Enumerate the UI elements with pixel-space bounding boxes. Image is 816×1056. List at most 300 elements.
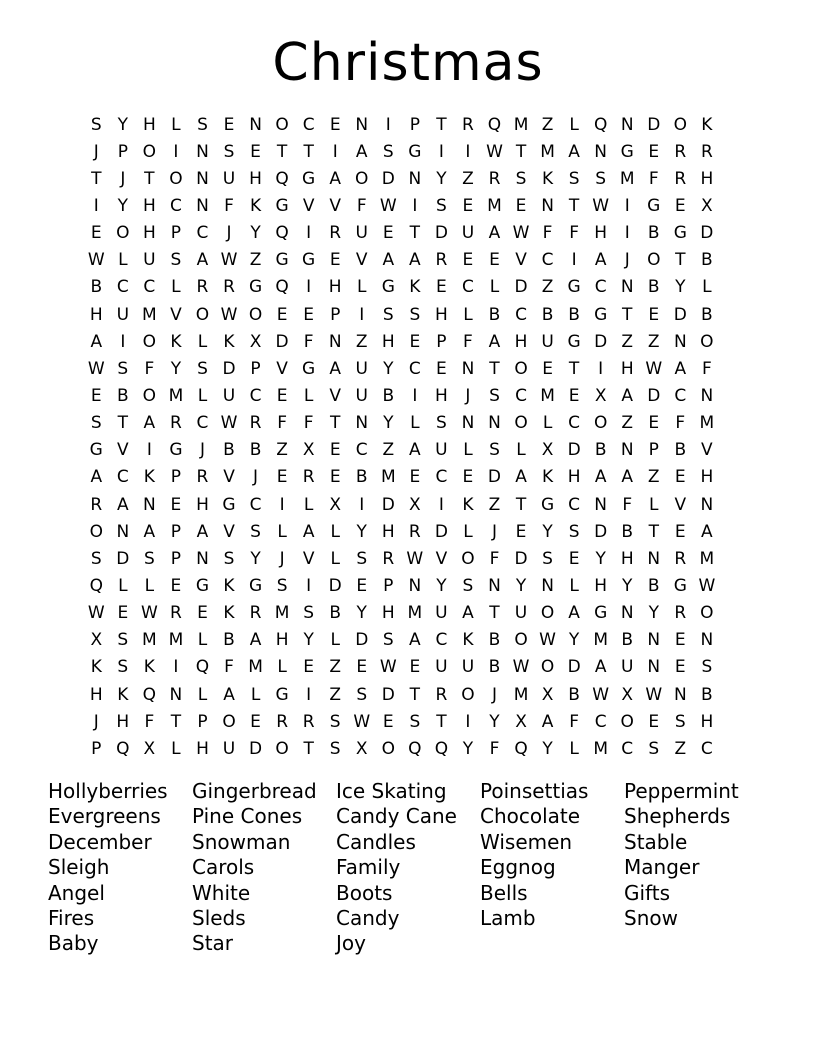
grid-letter: Q (89, 575, 103, 596)
grid-letter: T (144, 168, 155, 189)
grid-letter: I (598, 358, 604, 379)
grid-letter: G (89, 440, 103, 461)
grid-letter: E (648, 141, 660, 162)
grid-letter: E (90, 385, 102, 406)
grid-letter: B (701, 250, 713, 271)
grid-letter: I (571, 250, 577, 271)
grid-letter: S (409, 304, 421, 325)
grid-letter: O (700, 603, 714, 624)
grid-letter: H (196, 494, 209, 515)
grid-letter: R (249, 413, 262, 434)
grid-letter: C (568, 494, 581, 515)
grid-letter: A (594, 467, 607, 488)
grid-letter: M (540, 385, 555, 406)
grid-letter: Y (170, 358, 182, 379)
grid-letter: E (329, 114, 341, 135)
grid-letter: I (412, 385, 418, 406)
grid-letter: E (515, 195, 527, 216)
grid-letter: I (93, 195, 99, 216)
grid-letter: U (620, 657, 634, 678)
grid-letter: M (142, 630, 157, 651)
grid-letter: S (170, 250, 182, 271)
grid-letter: Y (383, 413, 394, 434)
grid-letter: A (355, 141, 368, 162)
grid-letter: A (701, 521, 713, 542)
grid-letter: C (196, 223, 209, 244)
grid-letter: R (302, 467, 315, 488)
grid-letter: V (223, 467, 235, 488)
grid-letter: I (120, 331, 126, 352)
grid-letter: I (438, 141, 444, 162)
grid-letter: K (223, 575, 235, 596)
word-list-item: Candles (336, 829, 416, 854)
grid-letter: O (142, 331, 157, 352)
grid-letter: G (302, 250, 316, 271)
grid-letter: E (515, 521, 527, 542)
grid-letter: S (648, 738, 660, 759)
grid-letter: A (409, 250, 421, 271)
grid-letter: C (515, 385, 527, 406)
grid-letter: G (169, 440, 183, 461)
grid-letter: S (701, 657, 713, 678)
grid-letter: Z (462, 168, 474, 189)
grid-letter: I (173, 141, 179, 162)
grid-letter: I (306, 684, 312, 705)
grid-letter: F (277, 413, 287, 434)
grid-letter: L (489, 277, 500, 298)
grid-letter: R (462, 114, 474, 135)
grid-letter: L (516, 440, 526, 461)
grid-letter: G (248, 277, 263, 298)
grid-letter: S (489, 440, 500, 461)
grid-letter: V (515, 250, 527, 271)
grid-letter: O (514, 630, 528, 651)
grid-letter: N (488, 575, 501, 596)
grid-letter: C (408, 358, 421, 379)
grid-letter: M (168, 385, 184, 406)
grid-letter: N (647, 548, 661, 569)
grid-letter: C (355, 440, 368, 461)
grid-letter: P (409, 114, 420, 135)
grid-letter: L (463, 304, 473, 325)
grid-letter: B (223, 440, 235, 461)
grid-letter: B (249, 440, 262, 461)
grid-letter: C (435, 630, 448, 651)
grid-letter: M (407, 603, 423, 624)
grid-letter: N (196, 195, 209, 216)
grid-letter: U (461, 657, 475, 678)
grid-letter: J (226, 223, 232, 244)
grid-letter: T (489, 603, 500, 624)
grid-letter: L (197, 630, 208, 651)
grid-letter: N (249, 114, 262, 135)
grid-letter: W (353, 711, 371, 732)
grid-letter: G (594, 304, 608, 325)
grid-letter: J (93, 141, 99, 162)
grid-letter: L (250, 684, 261, 705)
grid-letter: K (90, 657, 102, 678)
grid-letter: E (170, 575, 182, 596)
grid-letter: S (568, 168, 580, 189)
grid-letter: E (648, 304, 660, 325)
grid-letter: E (674, 195, 686, 216)
grid-letter: H (142, 223, 156, 244)
grid-letter: I (173, 657, 179, 678)
word-list-item: Star (192, 931, 234, 956)
grid-letter: M (380, 467, 396, 488)
grid-letter: E (303, 304, 315, 325)
grid-letter: H (89, 684, 103, 705)
grid-letter: C (541, 250, 554, 271)
grid-letter: P (250, 358, 261, 379)
grid-letter: H (594, 575, 608, 596)
grid-letter: H (700, 711, 714, 732)
grid-letter: R (674, 548, 687, 569)
grid-letter: E (329, 467, 341, 488)
grid-letter: E (462, 250, 474, 271)
grid-letter: A (594, 250, 607, 271)
grid-letter: F (569, 223, 579, 244)
grid-letter: M (248, 657, 263, 678)
grid-letter: R (276, 711, 288, 732)
grid-letter: P (170, 467, 182, 488)
grid-letter: Y (462, 738, 474, 759)
grid-letter: A (143, 521, 156, 542)
grid-letter: X (329, 494, 342, 515)
grid-letter: F (489, 738, 500, 759)
grid-letter: V (302, 548, 315, 569)
grid-letter: R (700, 141, 713, 162)
grid-letter: A (117, 494, 129, 515)
grid-letter: B (488, 657, 501, 678)
grid-letter: F (144, 711, 155, 732)
grid-letter: B (647, 277, 660, 298)
grid-letter: H (275, 630, 289, 651)
grid-letter: D (647, 114, 661, 135)
grid-letter: V (701, 440, 713, 461)
grid-letter: G (594, 603, 608, 624)
grid-letter: S (356, 548, 368, 569)
grid-letter: B (568, 304, 580, 325)
grid-letter: H (328, 277, 342, 298)
grid-letter: D (673, 304, 687, 325)
grid-letter: P (170, 548, 182, 569)
word-list-item: Snow (624, 905, 678, 930)
grid-letter: I (359, 304, 365, 325)
grid-letter: M (513, 114, 529, 135)
grid-letter: X (249, 331, 262, 352)
word-list-column (192, 779, 336, 957)
grid-letter: Q (116, 738, 130, 759)
grid-letter: E (542, 358, 553, 379)
grid-letter: P (330, 304, 341, 325)
grid-letter: E (117, 603, 129, 624)
grid-letter: R (435, 250, 448, 271)
grid-letter: U (355, 223, 368, 244)
grid-letter: Y (568, 630, 580, 651)
grid-letter: E (382, 223, 394, 244)
grid-letter: H (620, 548, 634, 569)
grid-letter: V (117, 440, 129, 461)
grid-letter: L (330, 521, 340, 542)
grid-letter: T (568, 358, 580, 379)
grid-letter: O (620, 711, 634, 732)
grid-letter: P (170, 521, 182, 542)
grid-letter: U (435, 657, 448, 678)
grid-letter: S (674, 711, 686, 732)
grid-letter: A (621, 385, 634, 406)
grid-letter: S (303, 603, 315, 624)
grid-letter: C (515, 304, 527, 325)
grid-letter: O (647, 250, 661, 271)
grid-letter: Y (303, 630, 314, 651)
word-list-column (48, 779, 192, 957)
grid-letter: W (87, 358, 105, 379)
grid-letter: L (171, 738, 181, 759)
grid-letter: D (381, 168, 395, 189)
grid-letter: R (674, 603, 687, 624)
grid-letter: K (143, 657, 155, 678)
grid-letter: J (93, 711, 99, 732)
grid-letter: E (489, 250, 500, 271)
grid-letter: B (594, 440, 607, 461)
grid-letter: H (434, 385, 448, 406)
grid-letter: I (385, 114, 391, 135)
grid-letter: A (541, 711, 554, 732)
grid-letter: L (277, 521, 287, 542)
grid-letter: F (542, 223, 553, 244)
grid-letter: F (648, 168, 659, 189)
word-list-item: Ice Skating (336, 779, 447, 803)
grid-letter: U (222, 738, 236, 759)
grid-letter: X (701, 195, 713, 216)
grid-letter: K (170, 331, 182, 352)
grid-letter: T (91, 168, 102, 189)
grid-letter: G (540, 494, 555, 515)
grid-letter: B (701, 304, 713, 325)
grid-letter: U (116, 304, 130, 325)
grid-letter: G (673, 223, 687, 244)
grid-letter: A (249, 630, 262, 651)
grid-letter: G (275, 684, 289, 705)
grid-letter: S (568, 521, 580, 542)
grid-letter: Y (542, 738, 553, 759)
grid-letter: L (303, 494, 314, 515)
grid-letter: C (594, 711, 607, 732)
grid-letter: I (306, 575, 312, 596)
grid-letter: N (700, 494, 714, 515)
grid-letter: L (197, 331, 208, 352)
page-title: Christmas (272, 33, 544, 93)
grid-letter: Y (595, 548, 606, 569)
grid-letter: Y (515, 575, 527, 596)
grid-letter: S (409, 711, 421, 732)
grid-letter: E (329, 440, 341, 461)
grid-letter: L (357, 277, 367, 298)
grid-letter: N (196, 168, 209, 189)
grid-letter: N (673, 331, 687, 352)
grid-letter: H (89, 304, 103, 325)
grid-letter: K (223, 331, 235, 352)
grid-letter: N (355, 114, 369, 135)
grid-letter: F (224, 657, 234, 678)
grid-letter: Q (275, 168, 289, 189)
word-list-item: White (192, 880, 251, 905)
grid-letter: S (382, 630, 394, 651)
grid-letter: R (302, 711, 315, 732)
grid-letter: A (674, 358, 687, 379)
grid-letter: W (220, 304, 238, 325)
grid-letter: B (568, 684, 580, 705)
grid-letter: F (675, 413, 686, 434)
grid-letter: V (223, 521, 235, 542)
grid-letter: M (699, 548, 715, 569)
grid-letter: Y (489, 711, 500, 732)
grid-letter: E (568, 385, 580, 406)
grid-letter: I (332, 141, 338, 162)
grid-letter: A (621, 467, 634, 488)
word-list-item: Joy (336, 931, 366, 956)
grid-letter: D (328, 575, 342, 596)
grid-letter: P (197, 711, 208, 732)
grid-letter: V (276, 358, 288, 379)
grid-letter: S (382, 304, 394, 325)
grid-letter: N (673, 684, 687, 705)
grid-letter: Y (436, 168, 447, 189)
word-list-item: Fires (48, 905, 95, 930)
grid-letter: A (488, 331, 501, 352)
grid-letter: B (116, 385, 129, 406)
grid-letter: U (222, 168, 236, 189)
grid-letter: H (116, 711, 130, 732)
grid-letter: B (90, 277, 103, 298)
grid-letter: L (171, 277, 181, 298)
grid-letter: W (645, 358, 663, 379)
grid-letter: S (329, 738, 341, 759)
word-list-item: Evergreens (48, 804, 161, 829)
grid-letter: Z (382, 440, 395, 461)
grid-letter: E (409, 657, 421, 678)
grid-letter: Z (488, 494, 501, 515)
grid-letter: Z (329, 657, 342, 678)
grid-letter: E (409, 467, 421, 488)
grid-letter: M (168, 630, 184, 651)
grid-letter: C (700, 738, 713, 759)
grid-letter: Z (541, 114, 554, 135)
grid-letter: J (624, 250, 630, 271)
grid-letter: G (302, 168, 316, 189)
grid-letter: G (381, 277, 395, 298)
grid-letter: E (356, 657, 368, 678)
grid-letter: N (461, 413, 475, 434)
grid-letter: A (302, 521, 315, 542)
grid-letter: O (248, 304, 263, 325)
grid-letter: T (409, 223, 421, 244)
grid-letter: G (275, 195, 289, 216)
grid-letter: N (594, 494, 608, 515)
grid-letter: H (249, 168, 262, 189)
grid-letter: Q (275, 223, 289, 244)
word-list-column (336, 779, 480, 957)
grid-letter: O (593, 413, 608, 434)
word-list-item: Pine Cones (192, 804, 303, 829)
grid-letter: S (197, 114, 208, 135)
grid-letter: L (197, 684, 208, 705)
grid-letter: K (462, 630, 474, 651)
grid-letter: H (381, 521, 395, 542)
grid-letter: A (90, 467, 103, 488)
grid-letter: H (142, 114, 156, 135)
grid-letter: S (462, 575, 474, 596)
grid-letter: O (275, 114, 289, 135)
grid-letter: K (409, 277, 421, 298)
grid-letter: E (674, 657, 686, 678)
grid-letter: R (170, 603, 182, 624)
grid-letter: E (674, 521, 686, 542)
grid-letter: F (701, 358, 712, 379)
grid-letter: A (196, 521, 209, 542)
grid-letter: M (593, 630, 608, 651)
grid-letter: S (356, 684, 368, 705)
grid-letter: J (491, 684, 497, 705)
grid-letter: R (674, 141, 687, 162)
word-list-item: Lamb (480, 905, 536, 930)
grid-letter: T (515, 494, 527, 515)
grid-letter: Y (648, 603, 659, 624)
grid-letter: C (435, 467, 448, 488)
grid-letter: Z (647, 331, 660, 352)
grid-letter: Y (542, 521, 553, 542)
grid-letter: D (116, 548, 130, 569)
grid-letter: I (412, 195, 418, 216)
grid-letter: D (594, 331, 608, 352)
grid-letter: Z (621, 331, 634, 352)
word-list-item: Snowman (192, 829, 291, 854)
grid-letter: B (541, 304, 554, 325)
grid-letter: C (249, 494, 262, 515)
grid-letter: E (436, 277, 447, 298)
grid-letter: E (329, 250, 341, 271)
grid-letter: D (434, 223, 448, 244)
grid-letter: H (196, 738, 209, 759)
grid-letter: T (330, 413, 341, 434)
grid-letter: Z (674, 738, 687, 759)
grid-letter: U (435, 440, 448, 461)
grid-letter: C (594, 277, 607, 298)
grid-letter: W (592, 684, 610, 705)
grid-letter: W (645, 684, 663, 705)
grid-letter: R (196, 467, 209, 488)
grid-letter: B (223, 630, 235, 651)
grid-letter: X (621, 684, 634, 705)
grid-letter: V (355, 250, 368, 271)
grid-letter: R (223, 277, 235, 298)
grid-letter: W (539, 630, 556, 651)
word-list-item: Boots (336, 880, 393, 905)
grid-letter: L (569, 738, 579, 759)
grid-letter: M (487, 195, 502, 216)
grid-letter: W (220, 413, 238, 434)
grid-letter: C (302, 114, 315, 135)
grid-letter: O (275, 738, 289, 759)
grid-letter: J (465, 385, 471, 406)
grid-letter: L (330, 630, 340, 651)
grid-letter: E (568, 548, 580, 569)
grid-letter: Y (383, 358, 394, 379)
grid-letter: S (143, 548, 155, 569)
grid-letter: C (143, 277, 156, 298)
grid-letter: N (488, 413, 501, 434)
